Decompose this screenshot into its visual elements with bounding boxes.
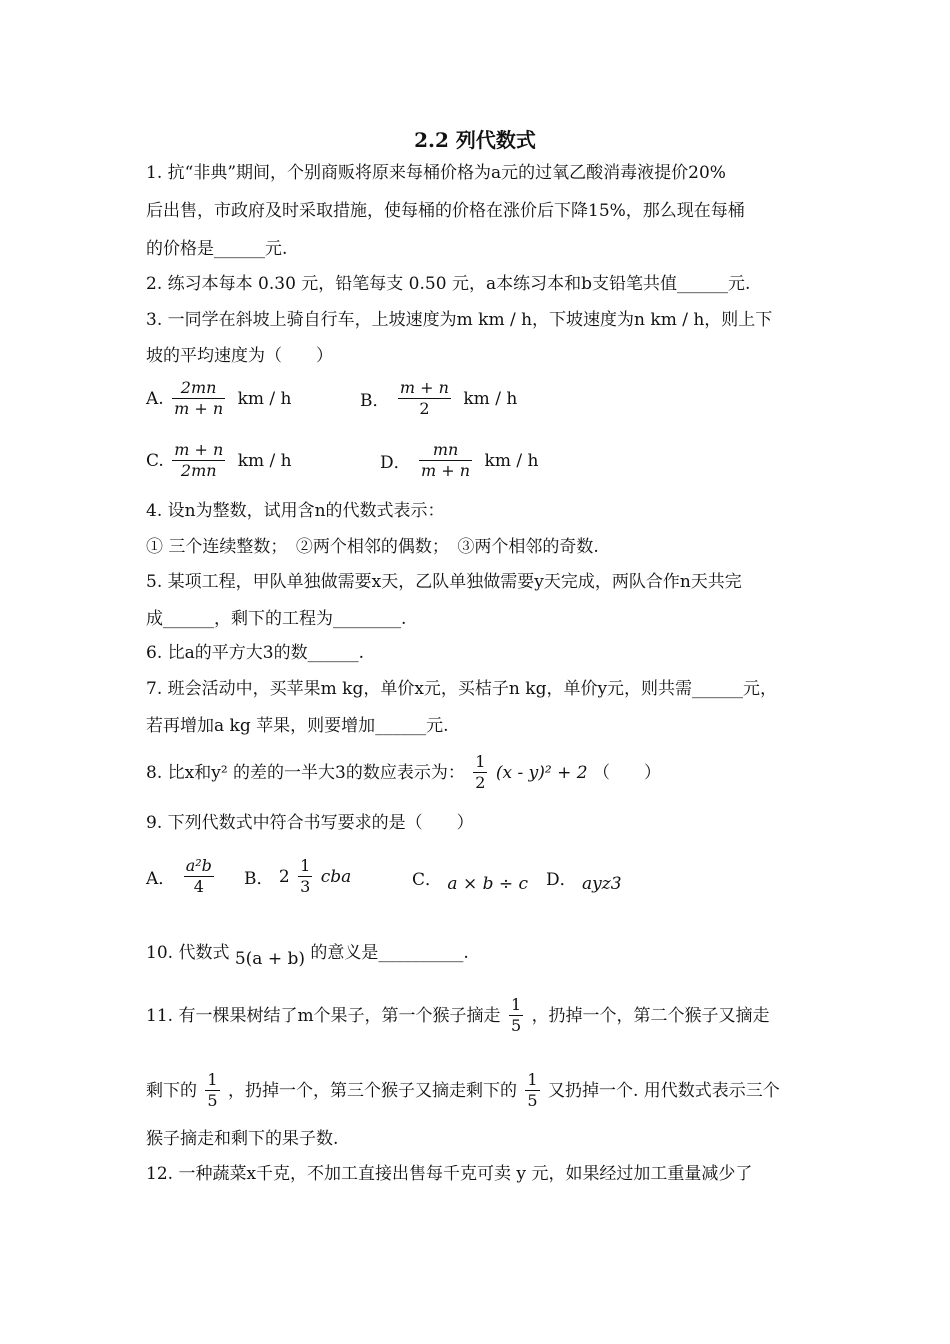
- denominator: 4: [193, 877, 204, 896]
- option-expression: a × b ÷ c: [447, 874, 529, 894]
- option-expression: ayz3: [582, 874, 622, 894]
- q11-line2-mid: ，扔掉一个，第三个猴子又摘走剩下的: [228, 1080, 517, 1101]
- option-label: C．: [412, 869, 443, 890]
- option-label: B．: [360, 391, 390, 411]
- fraction: [419, 440, 472, 481]
- fraction: [298, 856, 312, 897]
- q12-line1: 12. 一种蔬菜x千克，不加工直接出售每千克可卖 y 元，如果经过加工重量减少了: [146, 1164, 753, 1184]
- numerator: 1: [527, 1070, 538, 1089]
- fraction: [398, 378, 451, 419]
- numerator: m + n: [399, 378, 449, 397]
- denominator: 3: [300, 877, 311, 896]
- unit: km / h: [484, 450, 539, 471]
- option-label: C.: [146, 450, 164, 471]
- q11-line2: [146, 1068, 780, 1113]
- q6-line1: 6. 比a的平方大3的数______.: [146, 643, 364, 663]
- q4-line1: 4. 设n为整数，试用含n的代数式表示：: [146, 501, 445, 521]
- option-label: A.: [146, 388, 164, 409]
- unit: km / h: [237, 388, 292, 409]
- q8-prefix: 8. 比x和y² 的差的一半大3的数应表示为：: [146, 762, 465, 783]
- q9-option-b: [244, 856, 351, 897]
- fraction: [205, 1070, 219, 1111]
- q3-option-d: [380, 440, 538, 481]
- q10-line: [146, 932, 469, 974]
- option-label: D．: [380, 453, 411, 473]
- numerator: 2mn: [172, 378, 225, 399]
- denominator: 5: [510, 1016, 522, 1035]
- q3-option-c: [146, 440, 292, 481]
- q11-line3: 猴子摘走和剩下的果子数.: [146, 1129, 339, 1149]
- mixed-number-whole: 2: [278, 866, 290, 887]
- q11-line2-suffix: 又扔掉一个. 用代数式表示三个: [548, 1080, 780, 1101]
- page-title: 2.2 列代数式: [414, 128, 536, 152]
- q7-line2: 若再增加a kg 苹果，则要增加______元.: [146, 716, 449, 736]
- denominator: m + n: [174, 399, 224, 418]
- q1-line3: 的价格是______元.: [146, 239, 288, 259]
- unit: km / h: [237, 450, 292, 471]
- q11-line1-suffix: ，扔掉一个，第二个猴子又摘走: [531, 1005, 770, 1026]
- denominator: 2mn: [180, 461, 217, 480]
- q9-option-a: [146, 856, 217, 897]
- numerator: 1: [510, 995, 522, 1014]
- q2-line1: 2. 练习本每本 0.30 元，铅笔每支 0.50 元，a本练习本和b支铅笔共值______元.: [146, 274, 751, 294]
- option-label: B．: [244, 869, 274, 889]
- q8-suffix: （ ）: [592, 762, 661, 783]
- q9-option-d: [546, 860, 622, 894]
- fraction: [172, 440, 225, 481]
- option-label: D．: [546, 869, 577, 890]
- q5-line1: 5. 某项工程，甲队单独做需要x天，乙队单独做需要y天完成，两队合作n天共完: [146, 572, 742, 592]
- q11-line1-prefix: 11. 有一棵果树结了m个果子，第一个猴子摘走: [146, 1005, 501, 1026]
- fraction: [184, 856, 214, 897]
- q11-line1: [146, 993, 770, 1038]
- denominator: 5: [207, 1091, 218, 1110]
- mixed-number-tail: cba: [320, 866, 352, 887]
- q3-line2: 坡的平均速度为（ ）: [146, 346, 333, 366]
- fraction: [172, 378, 225, 419]
- numerator: mn: [419, 440, 472, 461]
- fraction: [509, 995, 523, 1036]
- numerator: 1: [475, 752, 486, 771]
- q3-line1: 3. 一同学在斜坡上骑自行车，上坡速度为m km / h，下坡速度为n km / h，则上下: [146, 310, 773, 330]
- q8-expression: (x - y)² + 2: [495, 762, 588, 783]
- q8-line: [146, 750, 661, 795]
- option-label: A．: [146, 869, 176, 889]
- q4-line2: ① 三个连续整数； ②两个相邻的偶数； ③两个相邻的奇数.: [146, 537, 599, 557]
- unit: km / h: [463, 388, 518, 409]
- q3-option-b: [360, 378, 517, 419]
- denominator: 2: [475, 773, 486, 792]
- q1-line1: 1. 抗“非典”期间，个别商贩将原来每桶价格为a元的过氧乙酸消毒液提价20%: [146, 163, 726, 183]
- denominator: m + n: [421, 461, 471, 480]
- numerator: m + n: [174, 440, 224, 459]
- denominator: 5: [527, 1091, 538, 1110]
- numerator: 1: [207, 1070, 218, 1089]
- q3-option-a: [146, 378, 291, 419]
- q10-expression: 5(a + b): [234, 949, 306, 969]
- q9-option-c: [412, 860, 528, 894]
- q5-line2: 成______，剩下的工程为________.: [146, 609, 407, 629]
- fraction: [473, 752, 487, 793]
- numerator: a²b: [185, 856, 212, 875]
- fraction: [525, 1070, 539, 1111]
- q1-line2: 后出售，市政府及时采取措施，使每桶的价格在涨价后下降15%，那么现在每桶: [146, 201, 745, 221]
- q9-line1: 9. 下列代数式中符合书写要求的是（ ）: [146, 813, 474, 833]
- numerator: 1: [300, 856, 311, 875]
- q10-prefix: 10. 代数式: [146, 943, 230, 963]
- q11-line2-prefix: 剩下的: [146, 1080, 197, 1101]
- q10-suffix: 的意义是__________.: [310, 943, 469, 963]
- q7-line1: 7. 班会活动中，买苹果m kg，单价x元，买桔子n kg，单价y元，则共需______元，: [146, 679, 778, 699]
- denominator: 2: [419, 399, 430, 418]
